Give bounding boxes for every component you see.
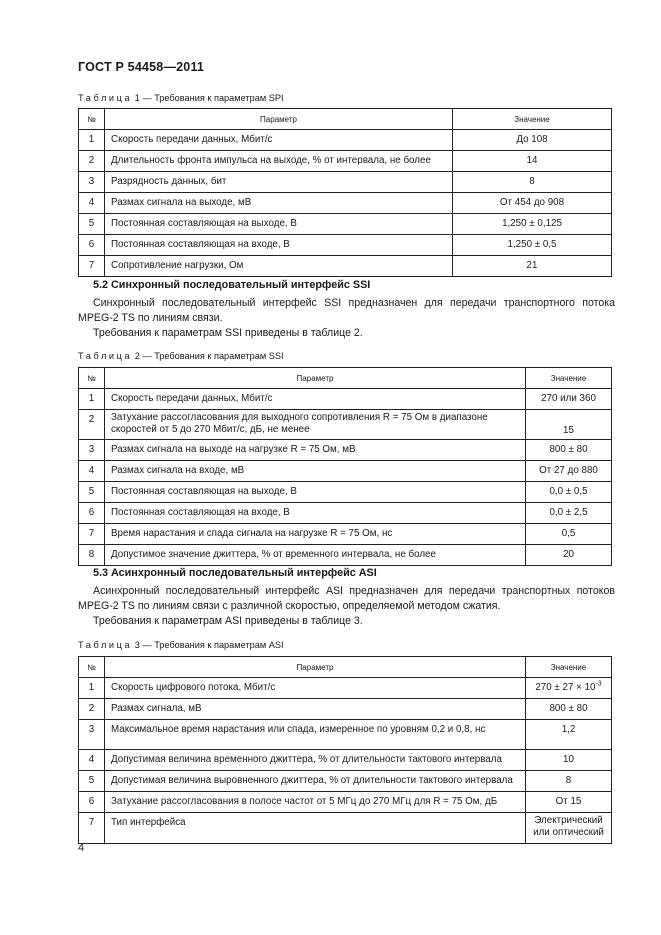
table-row bbox=[79, 482, 612, 503]
row-number: 3 bbox=[79, 720, 105, 750]
row-parameter: Размах сигнала на выходе на нагрузке R = 75 Ом, мВ bbox=[105, 440, 526, 461]
table-row bbox=[79, 792, 612, 813]
table-2 bbox=[78, 367, 612, 566]
row-number: 5 bbox=[79, 214, 105, 235]
row-value-text: 270 ± 27 × 10 bbox=[535, 682, 596, 693]
row-parameter: Скорость передачи данных, Мбит/с bbox=[105, 130, 453, 151]
row-value: 10 bbox=[526, 750, 612, 771]
row-parameter: Максимальное время нарастания или спада, измеренное по уровням 0,2 и 0,8, нс bbox=[105, 720, 526, 750]
row-value: 270 или 360 bbox=[526, 389, 612, 410]
row-parameter: Скорость цифрового потока, Мбит/с bbox=[105, 678, 526, 699]
row-parameter: Сопротивление нагрузки, Ом bbox=[105, 256, 453, 277]
row-number: 6 bbox=[79, 792, 105, 813]
table3-caption-text: 3 — Требования к параметрам ASI bbox=[134, 640, 284, 650]
row-number: 6 bbox=[79, 235, 105, 256]
row-number: 1 bbox=[79, 678, 105, 699]
row-number: 2 bbox=[79, 151, 105, 172]
row-parameter: Затухание рассогласования для выходного сопротивления R = 75 Ом в диапазоне скоростей от 5 до 270 Мбит/с, дБ, не менее bbox=[105, 410, 526, 440]
row-parameter: Размах сигнала на входе, мВ bbox=[105, 461, 526, 482]
row-value: 21 bbox=[453, 256, 612, 277]
col-header-parameter: Параметр bbox=[105, 657, 526, 678]
table-row bbox=[79, 720, 612, 750]
col-header-value: Значение bbox=[526, 657, 612, 678]
row-value: 800 ± 80 bbox=[526, 440, 612, 461]
row-parameter: Длительность фронта импульса на выходе, % от интервала, не более bbox=[105, 151, 453, 172]
row-parameter: Размах сигнала, мВ bbox=[105, 699, 526, 720]
table1-label: Таблица bbox=[78, 93, 133, 103]
table-row bbox=[79, 699, 612, 720]
col-header-number: № bbox=[79, 109, 105, 130]
table-row bbox=[79, 461, 612, 482]
table-row bbox=[79, 440, 612, 461]
row-number: 7 bbox=[79, 813, 105, 844]
row-value: 8 bbox=[453, 172, 612, 193]
table2-label: Таблица bbox=[78, 351, 133, 361]
table1-caption bbox=[78, 93, 284, 103]
row-value: 1,2 bbox=[526, 720, 612, 750]
row-parameter: Постоянная составляющая на выходе, В bbox=[105, 482, 526, 503]
table-row bbox=[79, 214, 612, 235]
row-parameter: Постоянная составляющая на входе, В bbox=[105, 503, 526, 524]
row-number: 7 bbox=[79, 524, 105, 545]
section-5-3-paragraph-2: Требования к параметрам ASI приведены в таблице 3. bbox=[93, 615, 363, 627]
section-5-2-heading: 5.2 Синхронный последовательный интерфейс SSI bbox=[93, 279, 371, 291]
table3-label: Таблица bbox=[78, 640, 133, 650]
col-header-number: № bbox=[79, 368, 105, 389]
section-5-3-heading: 5.3 Асинхронный последовательный интерфейс ASI bbox=[93, 567, 377, 579]
row-parameter: Тип интерфейса bbox=[105, 813, 526, 844]
row-number: 5 bbox=[79, 482, 105, 503]
row-number: 6 bbox=[79, 503, 105, 524]
table1-header-row bbox=[79, 109, 612, 130]
table-row bbox=[79, 750, 612, 771]
row-number: 4 bbox=[79, 193, 105, 214]
table-row bbox=[79, 235, 612, 256]
row-parameter: Размах сигнала на выходе, мВ bbox=[105, 193, 453, 214]
section-5-2-body bbox=[78, 296, 615, 341]
row-number: 5 bbox=[79, 771, 105, 792]
row-value: 8 bbox=[526, 771, 612, 792]
col-header-value: Значение bbox=[453, 109, 612, 130]
row-number: 2 bbox=[79, 699, 105, 720]
row-value: До 108 bbox=[453, 130, 612, 151]
table-row bbox=[79, 813, 612, 844]
row-number: 1 bbox=[79, 389, 105, 410]
row-number: 3 bbox=[79, 172, 105, 193]
table2-caption-text: 2 — Требования к параметрам SSI bbox=[134, 351, 284, 361]
col-header-parameter: Параметр bbox=[105, 368, 526, 389]
section-5-2-paragraph-2: Требования к параметрам SSI приведены в таблице 2. bbox=[93, 327, 363, 339]
row-number: 3 bbox=[79, 440, 105, 461]
row-parameter: Скорость передачи данных, Мбит/с bbox=[105, 389, 526, 410]
section-5-3-body bbox=[78, 584, 615, 629]
table-row bbox=[79, 130, 612, 151]
row-value: От 454 до 908 bbox=[453, 193, 612, 214]
row-value: Электрический или оптический bbox=[526, 813, 612, 844]
row-number: 8 bbox=[79, 545, 105, 566]
table-row bbox=[79, 678, 612, 699]
table-row bbox=[79, 172, 612, 193]
page-number: 4 bbox=[78, 842, 85, 854]
table-1 bbox=[78, 108, 612, 277]
row-value bbox=[526, 678, 612, 699]
row-parameter: Время нарастания и спада сигнала на нагрузке R = 75 Ом, нс bbox=[105, 524, 526, 545]
row-parameter: Допустимая величина выровненного джиттера, % от длительности тактового интервала bbox=[105, 771, 526, 792]
table-row bbox=[79, 256, 612, 277]
row-parameter: Постоянная составляющая на входе, В bbox=[105, 235, 453, 256]
row-value: 15 bbox=[526, 410, 612, 440]
section-5-3-paragraph-1: Асинхронный последовательный интерфейс ASI предназначен для передачи транспортных потоков MPEG-2 TS по линиям связи с различной скоростью, определяемой методом сжатия. bbox=[78, 585, 615, 612]
table-row bbox=[79, 389, 612, 410]
table-row bbox=[79, 410, 612, 440]
row-number: 4 bbox=[79, 461, 105, 482]
row-value: От 27 до 880 bbox=[526, 461, 612, 482]
row-value: 0,0 ± 2,5 bbox=[526, 503, 612, 524]
row-number: 4 bbox=[79, 750, 105, 771]
row-value: 1,250 ± 0,125 bbox=[453, 214, 612, 235]
table-row bbox=[79, 545, 612, 566]
table2-caption bbox=[78, 351, 284, 361]
row-value: 0,0 ± 0,5 bbox=[526, 482, 612, 503]
row-parameter: Допустимая величина временного джиттера, % от длительности тактового интервала bbox=[105, 750, 526, 771]
table-3 bbox=[78, 656, 612, 844]
table-row bbox=[79, 771, 612, 792]
row-number: 1 bbox=[79, 130, 105, 151]
row-parameter: Постоянная составляющая на выходе, В bbox=[105, 214, 453, 235]
table2-header-row bbox=[79, 368, 612, 389]
row-value: 0,5 bbox=[526, 524, 612, 545]
row-value: От 15 bbox=[526, 792, 612, 813]
table3-caption bbox=[78, 640, 284, 650]
col-header-value: Значение bbox=[526, 368, 612, 389]
table-row bbox=[79, 151, 612, 172]
table3-header-row bbox=[79, 657, 612, 678]
row-value: 20 bbox=[526, 545, 612, 566]
row-parameter: Затухание рассогласования в полосе частот от 5 МГц до 270 МГц для R = 75 Ом, дБ bbox=[105, 792, 526, 813]
row-value-exponent: -3 bbox=[595, 680, 602, 688]
col-header-number: № bbox=[79, 657, 105, 678]
col-header-parameter: Параметр bbox=[105, 109, 453, 130]
row-parameter: Разрядность данных, бит bbox=[105, 172, 453, 193]
section-5-2-paragraph-1: Синхронный последовательный интерфейс SSI предназначен для передачи транспортного потока MPEG-2 TS по линиям связи. bbox=[78, 297, 615, 324]
row-value: 800 ± 80 bbox=[526, 699, 612, 720]
row-number: 2 bbox=[79, 410, 105, 440]
table-row bbox=[79, 524, 612, 545]
row-value: 14 bbox=[453, 151, 612, 172]
table1-caption-text: 1 — Требования к параметрам SPI bbox=[134, 93, 284, 103]
table-row bbox=[79, 503, 612, 524]
row-number: 7 bbox=[79, 256, 105, 277]
row-value: 1,250 ± 0,5 bbox=[453, 235, 612, 256]
standard-code: ГОСТ Р 54458—2011 bbox=[78, 60, 205, 74]
row-parameter: Допустимое значение джиттера, % от временного интервала, не более bbox=[105, 545, 526, 566]
table-row bbox=[79, 193, 612, 214]
